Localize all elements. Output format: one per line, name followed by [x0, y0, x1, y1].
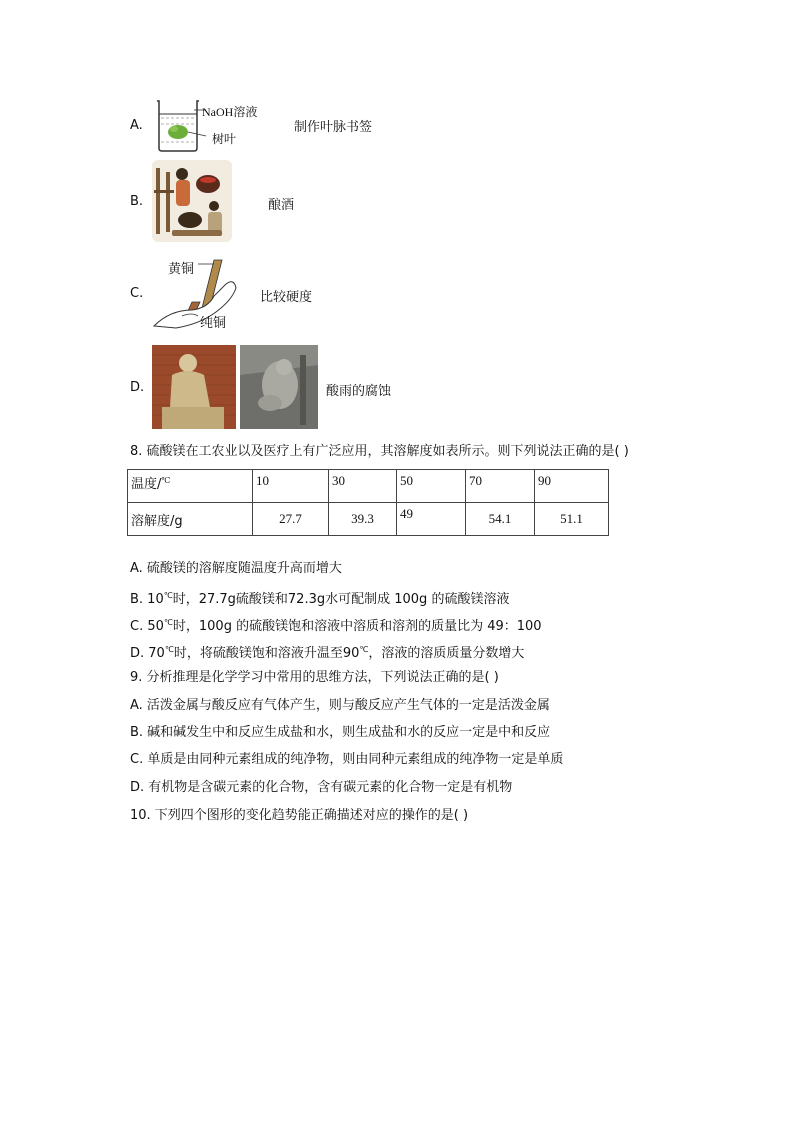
table-cell: 70 [466, 470, 535, 503]
q8-stem: 8. 硫酸镁在工农业以及医疗上有广泛应用，其溶解度如表所示。则下列说法正确的是( ) [130, 444, 629, 459]
q8-option-d: D. 70℃时，将硫酸镁饱和溶液升温至90℃，溶液的溶质质量分数增大 [130, 645, 525, 661]
table-cell: 39.3 [329, 503, 397, 536]
naoh-solution-label: NaOH溶液 [202, 105, 258, 119]
option-text: 酸雨的腐蚀 [326, 384, 392, 399]
q7-option-b [130, 160, 330, 242]
q10-stem: 10. 下列四个图形的变化趋势能正确描述对应的操作的是( ) [130, 808, 469, 823]
table-cell: 90 [535, 470, 609, 503]
unit-sup: ℃ [161, 476, 171, 485]
q7-option-c [130, 254, 350, 334]
table-row [128, 503, 609, 536]
q9-option-b: B. 碱和碱发生中和反应生成盐和水，则生成盐和水的反应一定是中和反应 [130, 725, 551, 740]
copper-label: 纯铜 [200, 316, 227, 331]
table-cell: 54.1 [466, 503, 535, 536]
leaf-label: 树叶 [212, 132, 237, 146]
option-text: 比较硬度 [260, 290, 313, 305]
table-cell: 51.1 [535, 503, 609, 536]
option-letter: C. [130, 286, 144, 301]
q8-option-c: C. 50℃时，100g 的硫酸镁饱和溶液中溶质和溶剂的质量比为 49：100 [130, 618, 542, 634]
option-letter: B. [130, 194, 144, 209]
brass-label: 黄铜 [168, 262, 195, 277]
q9-option-c: C. 单质是由同种元素组成的纯净物，则由同种元素组成的纯净物一定是单质 [130, 752, 564, 767]
brewing-illustration [152, 160, 232, 242]
q7-option-d [130, 345, 410, 429]
table-cell: 49 [397, 503, 466, 536]
table-header-temperature: 温度/℃ [128, 470, 253, 503]
table-header-solubility: 溶解度/g [128, 503, 253, 536]
q9-option-a: A. 活泼金属与酸反应有气体产生，则与酸反应产生气体的一定是活泼金属 [130, 698, 550, 713]
option-letter: D. [130, 380, 145, 395]
option-text: 制作叶脉书签 [294, 120, 373, 135]
table-cell: 27.7 [253, 503, 329, 536]
statue-before-photo [152, 345, 236, 429]
q8-option-a: A. 硫酸镁的溶解度随温度升高而增大 [130, 561, 342, 576]
table-row [128, 470, 609, 503]
table-cell: 30 [329, 470, 397, 503]
q9-option-d: D. 有机物是含碳元素的化合物，含有碳元素的化合物一定是有机物 [130, 780, 513, 795]
option-text: 酿酒 [268, 198, 295, 213]
table-cell: 50 [397, 470, 466, 503]
q8-option-b: B. 10℃时，27.7g硫酸镁和72.3g水可配制成 100g 的硫酸镁溶液 [130, 591, 510, 607]
q9-stem: 9. 分析推理是化学学习中常用的思维方法，下列说法正确的是( ) [130, 670, 499, 685]
table-cell: 10 [253, 470, 329, 503]
statue-after-photo [240, 345, 318, 429]
option-letter: A. [130, 118, 143, 133]
q7-option-a [130, 98, 390, 156]
solubility-table [127, 469, 609, 536]
